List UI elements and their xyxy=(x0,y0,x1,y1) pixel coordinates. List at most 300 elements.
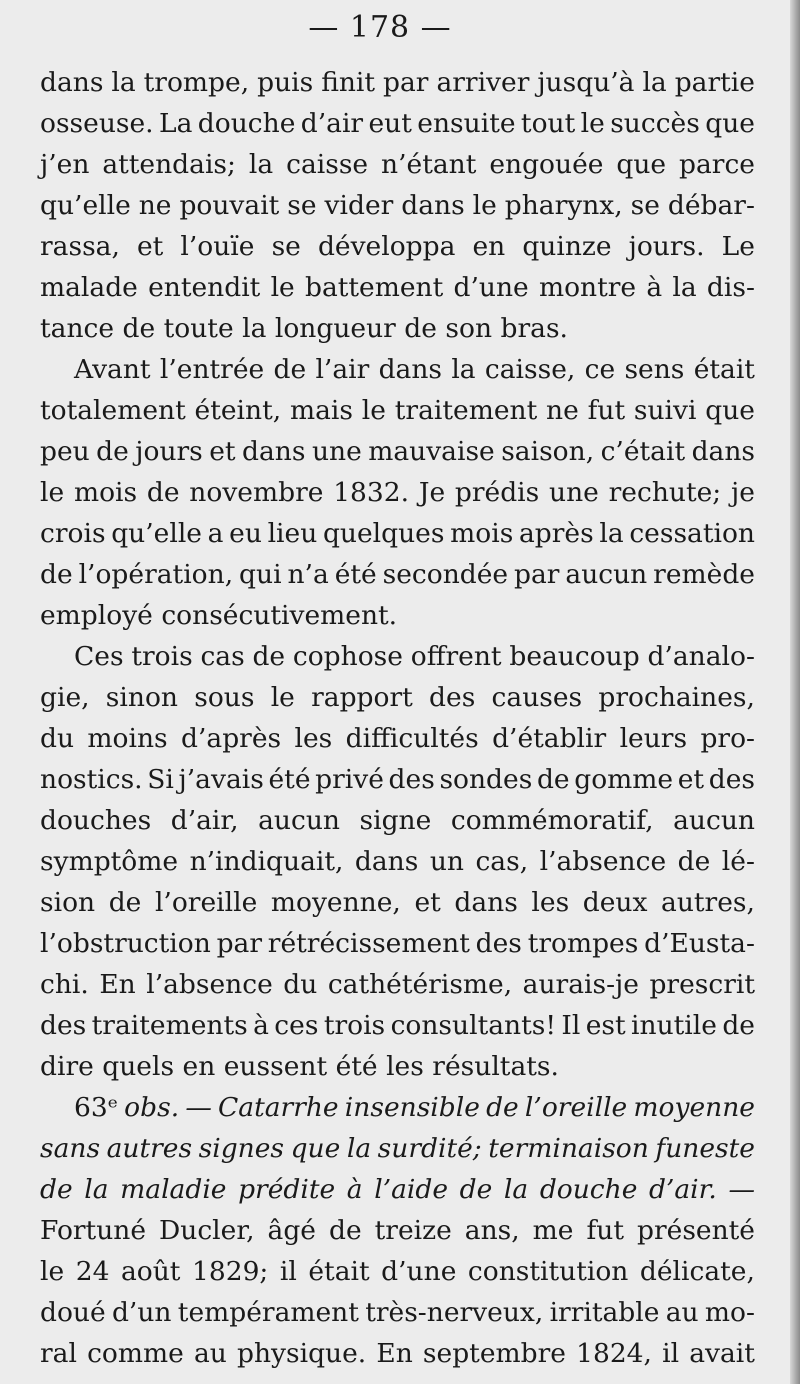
word: rassa, xyxy=(40,231,120,262)
word: l’aide xyxy=(374,1174,449,1205)
word: sinon xyxy=(105,682,178,713)
word: causes xyxy=(491,682,583,713)
word: Si xyxy=(147,764,174,795)
word: saison, xyxy=(501,436,595,467)
word: développa xyxy=(317,231,456,262)
word: la xyxy=(84,1174,109,1205)
word: traitements xyxy=(91,1010,248,1041)
word: montre xyxy=(538,272,637,303)
word: autres xyxy=(106,1133,193,1164)
word: la xyxy=(451,354,476,385)
text-line xyxy=(40,554,755,595)
word: ans, xyxy=(464,1215,520,1246)
text-line xyxy=(40,1087,755,1128)
word: le xyxy=(270,682,295,713)
word: Fortuné xyxy=(40,1215,147,1246)
word: signe xyxy=(359,805,432,836)
text-line xyxy=(40,144,755,185)
word: qu’elle xyxy=(111,518,202,549)
word: partie xyxy=(674,67,755,98)
word: totalement xyxy=(40,395,186,426)
word: l’absence xyxy=(539,846,667,877)
word: osseuse. xyxy=(40,108,154,139)
word: maladie xyxy=(120,1174,227,1205)
word: cessation xyxy=(629,518,755,549)
word: aucun xyxy=(673,805,755,836)
word: prédis xyxy=(454,477,540,508)
word: physique. xyxy=(237,1338,367,1369)
word: irritable xyxy=(549,1297,660,1328)
word: douche xyxy=(197,108,296,139)
word: moins xyxy=(87,723,168,754)
word: du xyxy=(283,969,318,1000)
word: dans xyxy=(691,436,755,467)
word: d’Eusta- xyxy=(644,928,755,959)
word: dans xyxy=(401,190,465,221)
word: tout xyxy=(520,108,576,139)
text-line xyxy=(40,472,755,513)
word: parce xyxy=(679,149,755,180)
text-line xyxy=(40,1210,755,1251)
word: le xyxy=(40,1256,65,1287)
word: une xyxy=(549,477,599,508)
word: ce xyxy=(584,354,616,385)
word: succès xyxy=(610,108,700,139)
word: la xyxy=(503,1174,529,1205)
word: rechute; xyxy=(608,477,722,508)
word: les xyxy=(294,723,333,754)
word: cophose xyxy=(292,641,403,672)
word: symptôme xyxy=(40,846,179,877)
word: trompe, xyxy=(143,67,250,98)
word: était xyxy=(308,1256,370,1287)
word: secondée xyxy=(382,559,509,590)
word: d’une xyxy=(381,1256,457,1287)
word: jours. xyxy=(628,231,705,262)
word: offrent xyxy=(410,641,502,672)
word: remède xyxy=(653,559,755,590)
word: consultants! xyxy=(390,1010,556,1041)
text-line xyxy=(40,882,755,923)
word: malade xyxy=(40,272,138,303)
word: eussent xyxy=(223,1051,328,1082)
word: moyenne xyxy=(633,1092,755,1123)
word: arriver xyxy=(436,67,530,98)
word: que xyxy=(290,1133,341,1164)
word: traitement xyxy=(394,395,538,426)
word: trois xyxy=(131,641,193,672)
word: après xyxy=(518,518,594,549)
word: En xyxy=(376,1338,413,1369)
body-text xyxy=(40,62,755,1374)
word: mo- xyxy=(704,1297,755,1328)
word: puis xyxy=(257,67,314,98)
text-line xyxy=(40,923,755,964)
word: trompes xyxy=(527,928,639,959)
word: l’air xyxy=(315,354,370,385)
word: cas, xyxy=(475,846,529,877)
word: Catarrhe xyxy=(218,1092,339,1123)
word: pro- xyxy=(700,723,755,754)
word: je xyxy=(730,477,755,508)
word: novembre xyxy=(189,477,324,508)
word: l’entrée xyxy=(159,354,265,385)
word: une xyxy=(311,436,362,467)
word: éteint, xyxy=(194,395,282,426)
word: chi. xyxy=(40,969,89,1000)
word: débar- xyxy=(667,190,755,221)
word: d’un xyxy=(111,1297,172,1328)
word: aucun xyxy=(565,559,648,590)
text-line xyxy=(40,431,755,472)
word: battement xyxy=(304,272,444,303)
text-line xyxy=(40,964,755,1005)
word: ral xyxy=(40,1338,77,1369)
word: consécutivement. xyxy=(161,600,398,631)
word: août xyxy=(120,1256,181,1287)
word: mois xyxy=(450,518,514,549)
word: de xyxy=(40,559,73,590)
word: le xyxy=(580,108,605,139)
word: autres, xyxy=(661,887,755,918)
word: été xyxy=(268,764,311,795)
word: un xyxy=(429,846,464,877)
word: Je xyxy=(418,477,446,508)
word: au xyxy=(665,1297,699,1328)
text-line xyxy=(40,841,755,882)
word: en xyxy=(472,231,506,262)
word: de xyxy=(486,1092,519,1123)
word: moyenne, xyxy=(270,887,401,918)
word: d’analo- xyxy=(647,641,755,672)
word: douche xyxy=(539,1174,638,1205)
word: beaucoup xyxy=(509,641,640,672)
word: n’étant xyxy=(381,149,477,180)
word: gie, xyxy=(40,682,90,713)
word: il xyxy=(279,1256,297,1287)
word: des xyxy=(40,1010,87,1041)
text-line xyxy=(40,677,755,718)
word: toute xyxy=(163,313,234,344)
word: Avant xyxy=(74,354,151,385)
word: funeste xyxy=(655,1133,755,1164)
word: employé xyxy=(40,600,153,631)
word: quinze xyxy=(522,231,612,262)
word: des xyxy=(708,764,755,795)
word: est xyxy=(585,1010,626,1041)
word: mais xyxy=(289,395,353,426)
text-line xyxy=(40,349,755,390)
word: la xyxy=(599,518,624,549)
word: de xyxy=(146,477,180,508)
word: par xyxy=(216,928,263,959)
word: de xyxy=(40,1174,73,1205)
word: pharynx, xyxy=(504,190,623,221)
word: le xyxy=(40,477,65,508)
word: eut xyxy=(368,108,412,139)
word: En xyxy=(99,969,136,1000)
word: ne xyxy=(546,395,579,426)
word: deux xyxy=(582,887,648,918)
word: lé- xyxy=(721,846,755,877)
word: j’en xyxy=(40,149,90,180)
word: n’indiquait, xyxy=(189,846,344,877)
word: — xyxy=(728,1174,755,1205)
word: de xyxy=(108,887,142,918)
word: rétrécissement xyxy=(267,928,470,959)
word: se xyxy=(287,190,317,221)
text-line xyxy=(40,1005,755,1046)
word: 1829; xyxy=(191,1256,269,1287)
word: obs. xyxy=(124,1092,180,1123)
word: la xyxy=(111,67,136,98)
word: treize xyxy=(374,1215,452,1246)
text-line xyxy=(40,1046,755,1087)
word: longueur xyxy=(274,313,396,344)
page-number: — 178 — xyxy=(308,10,452,45)
word: à xyxy=(646,272,663,303)
word: était xyxy=(693,354,755,385)
word: prédite xyxy=(238,1174,336,1205)
word: à xyxy=(253,1010,269,1041)
page-edge-shadow xyxy=(790,0,800,1384)
word: la xyxy=(672,272,697,303)
word: de xyxy=(122,313,156,344)
word: par xyxy=(383,67,429,98)
text-line xyxy=(40,1251,755,1292)
word: résultats. xyxy=(432,1051,559,1082)
word: privé xyxy=(315,764,384,795)
word: leurs xyxy=(619,723,688,754)
word: à xyxy=(346,1174,363,1205)
word: en xyxy=(182,1051,216,1082)
word: de xyxy=(722,1010,755,1041)
word: l’absence xyxy=(146,969,273,1000)
word: jours xyxy=(135,436,203,467)
word: dans xyxy=(354,846,419,877)
word: surdité; xyxy=(377,1133,482,1164)
word: prochaines, xyxy=(598,682,755,713)
word: j’avais xyxy=(178,764,264,795)
word: des xyxy=(475,928,522,959)
word: pouvait xyxy=(179,190,280,221)
word: de xyxy=(459,1174,493,1205)
text-line xyxy=(40,1169,755,1210)
word: crois xyxy=(40,518,106,549)
text-line xyxy=(40,103,755,144)
word: qui xyxy=(239,559,282,590)
word: les xyxy=(386,1051,424,1082)
word: fut xyxy=(586,1215,624,1246)
word: il xyxy=(662,1338,680,1369)
word: finit xyxy=(321,67,376,98)
text-line xyxy=(40,1333,755,1374)
word: ne xyxy=(138,190,172,221)
word: et xyxy=(209,436,236,467)
word: rapport xyxy=(311,682,413,713)
text-line xyxy=(40,308,755,349)
word: c’était xyxy=(600,436,686,467)
word: fut xyxy=(587,395,626,426)
text-line xyxy=(40,759,755,800)
word: jusqu’à xyxy=(537,67,635,98)
word: aurais-je xyxy=(522,969,639,1000)
word: dans xyxy=(454,887,518,918)
word: Ces xyxy=(74,641,124,672)
word: prescrit xyxy=(649,969,755,1000)
word: engouée xyxy=(489,149,604,180)
word: d’air, xyxy=(170,805,239,836)
text-line xyxy=(40,595,755,636)
word: Ducler, xyxy=(159,1215,255,1246)
text-line xyxy=(40,636,755,677)
word: terminaison xyxy=(488,1133,649,1164)
word: 1832. xyxy=(333,477,410,508)
word: l’oreille xyxy=(524,1092,628,1123)
word: sans xyxy=(40,1133,101,1164)
word: la xyxy=(242,313,267,344)
word: sion xyxy=(40,887,96,918)
word: insensible xyxy=(344,1092,480,1123)
word: vider xyxy=(324,190,394,221)
word: de xyxy=(536,764,570,795)
word: lieu xyxy=(267,518,318,549)
word: quelques xyxy=(322,518,445,549)
word: gomme xyxy=(574,764,674,795)
word: sens xyxy=(624,354,685,385)
word: de xyxy=(328,1215,362,1246)
word: se xyxy=(271,231,301,262)
word: et xyxy=(677,764,705,795)
text-line xyxy=(40,1292,755,1333)
word: très-nerveux, xyxy=(365,1297,544,1328)
word: l’opération, xyxy=(78,559,234,590)
word: âgé xyxy=(267,1215,316,1246)
word: de xyxy=(677,846,711,877)
word: de xyxy=(252,641,286,672)
word: tance xyxy=(40,313,115,344)
word: été xyxy=(335,1051,378,1082)
word: que xyxy=(705,108,755,139)
text-line xyxy=(40,185,755,226)
word: 63ᵉ xyxy=(74,1092,118,1123)
word: sondes xyxy=(439,764,533,795)
word: douches xyxy=(40,805,152,836)
word: 24 xyxy=(75,1256,110,1287)
word: l’oreille xyxy=(154,887,258,918)
word: de xyxy=(404,313,437,344)
word: la xyxy=(248,149,274,180)
word: mauvaise xyxy=(368,436,495,467)
word: par xyxy=(514,559,560,590)
word: doué xyxy=(40,1297,106,1328)
word: les xyxy=(531,887,570,918)
text-line xyxy=(40,267,755,308)
word: et xyxy=(136,231,164,262)
word: été xyxy=(334,559,377,590)
word: cas xyxy=(200,641,245,672)
word: cathétérisme, xyxy=(327,969,513,1000)
word: que xyxy=(616,149,667,180)
text-line xyxy=(40,226,755,267)
word: n’a xyxy=(287,559,329,590)
word: d’air. xyxy=(649,1174,717,1205)
text-line xyxy=(40,1128,755,1169)
word: a xyxy=(207,518,224,549)
word: délicate, xyxy=(639,1256,755,1287)
word: dans xyxy=(40,67,104,98)
word: La xyxy=(159,108,193,139)
word: des xyxy=(429,682,476,713)
word: la xyxy=(642,67,667,98)
word: mois xyxy=(73,477,138,508)
word: caisse xyxy=(286,149,369,180)
word: commémoratif, xyxy=(450,805,654,836)
word: avait xyxy=(689,1338,755,1369)
word: son xyxy=(445,313,493,344)
word: le xyxy=(361,395,386,426)
word: signes xyxy=(198,1133,285,1164)
word: que xyxy=(705,395,755,426)
word: septembre xyxy=(422,1338,566,1369)
word: 1824, xyxy=(576,1338,652,1369)
word: Le xyxy=(721,231,755,262)
word: du xyxy=(40,723,75,754)
word: et xyxy=(414,887,441,918)
word: le xyxy=(472,190,497,221)
word: qu’elle xyxy=(40,190,131,221)
word: dire xyxy=(40,1051,94,1082)
word: comme xyxy=(87,1338,184,1369)
text-line xyxy=(40,390,755,431)
word: — xyxy=(185,1092,212,1123)
word: Il xyxy=(561,1010,581,1041)
word: ces xyxy=(274,1010,319,1041)
text-line xyxy=(40,62,755,103)
word: l’ouïe xyxy=(180,231,255,262)
word: dans xyxy=(378,354,443,385)
word: se xyxy=(630,190,660,221)
word: de xyxy=(273,354,307,385)
word: entendit xyxy=(148,272,261,303)
word: ensuite xyxy=(417,108,516,139)
word: attendais; xyxy=(102,149,236,180)
word: quels xyxy=(102,1051,175,1082)
word: difficultés xyxy=(345,723,479,754)
word: caisse, xyxy=(484,354,576,385)
word: des xyxy=(388,764,435,795)
word: eu xyxy=(229,518,262,549)
word: trois xyxy=(323,1010,386,1041)
word: d’établir xyxy=(492,723,607,754)
word: dis- xyxy=(706,272,755,303)
word: peu xyxy=(40,436,90,467)
text-line xyxy=(40,718,755,759)
word: me xyxy=(532,1215,574,1246)
word: suivi xyxy=(633,395,697,426)
word: inutile xyxy=(631,1010,717,1041)
word: l’obstruction xyxy=(40,928,211,959)
word: nostics. xyxy=(40,764,143,795)
word: la xyxy=(346,1133,372,1164)
word: bras. xyxy=(500,313,568,344)
word: au xyxy=(193,1338,227,1369)
text-line xyxy=(40,513,755,554)
word: présenté xyxy=(637,1215,755,1246)
text-line xyxy=(40,800,755,841)
word: d’une xyxy=(453,272,529,303)
word: sous xyxy=(194,682,255,713)
